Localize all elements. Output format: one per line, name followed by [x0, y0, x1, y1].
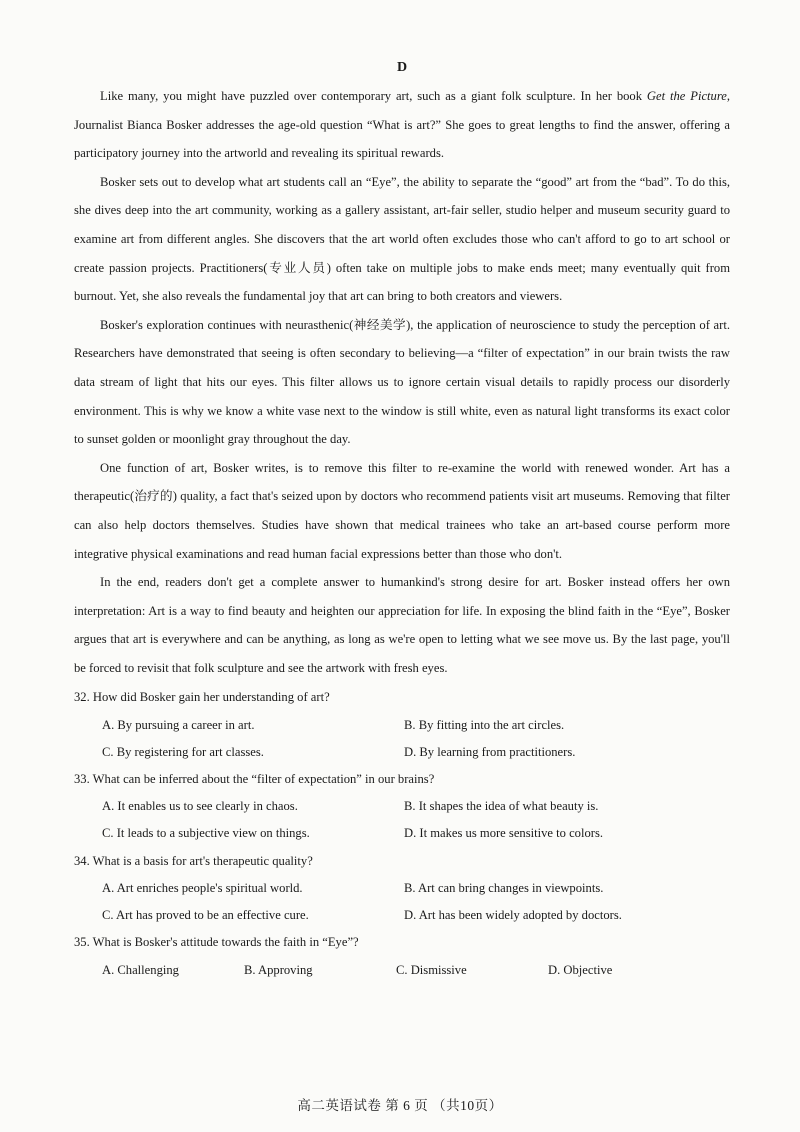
passage-paragraph-5 — [74, 568, 730, 682]
option-b: B. Approving — [244, 962, 313, 977]
option-d: D. Art has been widely adopted by doctors. — [404, 908, 622, 923]
option-a: A. Challenging — [102, 962, 179, 977]
option-a: A. It enables us to see clearly in chaos. — [102, 799, 298, 814]
option-a: A. Art enriches people's spiritual world. — [102, 880, 303, 895]
question-32 — [74, 684, 730, 766]
question-stem: 33. What can be inferred about the “filter of expectation” in our brains? — [74, 772, 435, 787]
option-c: C. By registering for art classes. — [102, 744, 264, 759]
p1-text-a: Like many, you might have puzzled over contemporary art, such as a giant folk sculpture. In her book — [100, 89, 647, 103]
question-list — [74, 684, 730, 983]
p1-text-b: , Journalist Bianca Bosker addresses the age-old question “What is art?” She goes to great lengths to find the answer, offering a participatory journey into the artworld and revealing its spiritual rewards. — [74, 89, 731, 161]
section-letter: D — [396, 60, 408, 75]
question-33 — [74, 766, 730, 848]
option-c: C. Dismissive — [396, 962, 467, 977]
option-a: A. By pursuing a career in art. — [102, 717, 255, 732]
question-stem: 32. How did Bosker gain her understanding of art? — [74, 690, 330, 705]
option-b: B. Art can bring changes in viewpoints. — [404, 880, 604, 895]
options — [74, 712, 730, 766]
page-footer: 高二英语试卷 第 6 页 （共10页） — [297, 1098, 503, 1113]
option-d: D. By learning from practitioners. — [404, 744, 576, 759]
passage-paragraph-2 — [74, 168, 730, 311]
question-stem: 35. What is Bosker's attitude towards the faith in “Eye”? — [74, 935, 359, 950]
option-b: B. By fitting into the art circles. — [404, 717, 565, 732]
passage-paragraph-4 — [74, 454, 730, 568]
question-stem: 34. What is a basis for art's therapeutic quality? — [74, 853, 313, 868]
options — [74, 875, 730, 929]
option-c: C. It leads to a subjective view on things. — [102, 826, 310, 841]
exam-page — [74, 58, 730, 984]
p4-text: One function of art, Bosker writes, is to remove this filter to re-examine the world with renewed wonder. Art has a therapeutic(治疗的) quality, a fact that's seized upon by doctors who recommend patients visit art museums. Removing that filter can also help doctors themselves. Studies have shown that medical trainees who take an art-based course perform more integrative physical examinations and read human facial expressions better than those who don't. — [74, 460, 730, 561]
p3-text: Bosker's exploration continues with neurasthenic(神经美学), the application of neuroscience to study the perception of art. Researchers have demonstrated that seeing is often secondary to believing—a “filter of expectation” in our brain twists the raw data stream of light that hits our eyes. This filter allows us to ignore certain visual details to rapidly process our disorderly environment. This is why we know a white vase next to the window is still white, even as natural light transforms its exact color to sunset golden or moonlight gray throughout the day. — [74, 317, 730, 447]
option-b: B. It shapes the idea of what beauty is. — [404, 799, 599, 814]
option-c: C. Art has proved to be an effective cure. — [102, 908, 309, 923]
options — [74, 793, 730, 847]
question-34 — [74, 848, 730, 930]
p5-text: In the end, readers don't get a complete answer to humankind's strong desire for art. Bosker instead offers her own interpretation: Art is a way to find beauty and heighten our appreciation for life. In exposing the blind faith in the “Eye”, Bosker argues that art is everywhere and can be anything, as long as we're open to letting what we see move us. By the last page, you'll be forced to revisit that folk sculpture and see the artwork with fresh eyes. — [74, 575, 730, 675]
passage-paragraph-1 — [74, 82, 730, 168]
question-35 — [74, 929, 730, 983]
options — [74, 957, 730, 984]
p2-text: Bosker sets out to develop what art students call an “Eye”, the ability to separate the “good” art from the “bad”. To do this, she dives deep into the art community, working as a gallery assistant, art-fair seller, studio helper and museum security guard to examine art from different angles. She discovers that the art world often excludes those who can't afford to go to art school or create passion projects. Practitioners(专业人员) often take on multiple jobs to make ends meet; many eventually quit from burnout. Yet, she also reveals the fundamental joy that art can bring to both creators and viewers. — [74, 174, 730, 304]
option-d: D. It makes us more sensitive to colors. — [404, 826, 604, 841]
book-title: Get the Picture — [646, 89, 727, 103]
option-d: D. Objective — [548, 962, 613, 977]
reading-passage — [74, 82, 730, 682]
passage-paragraph-3 — [74, 311, 730, 454]
